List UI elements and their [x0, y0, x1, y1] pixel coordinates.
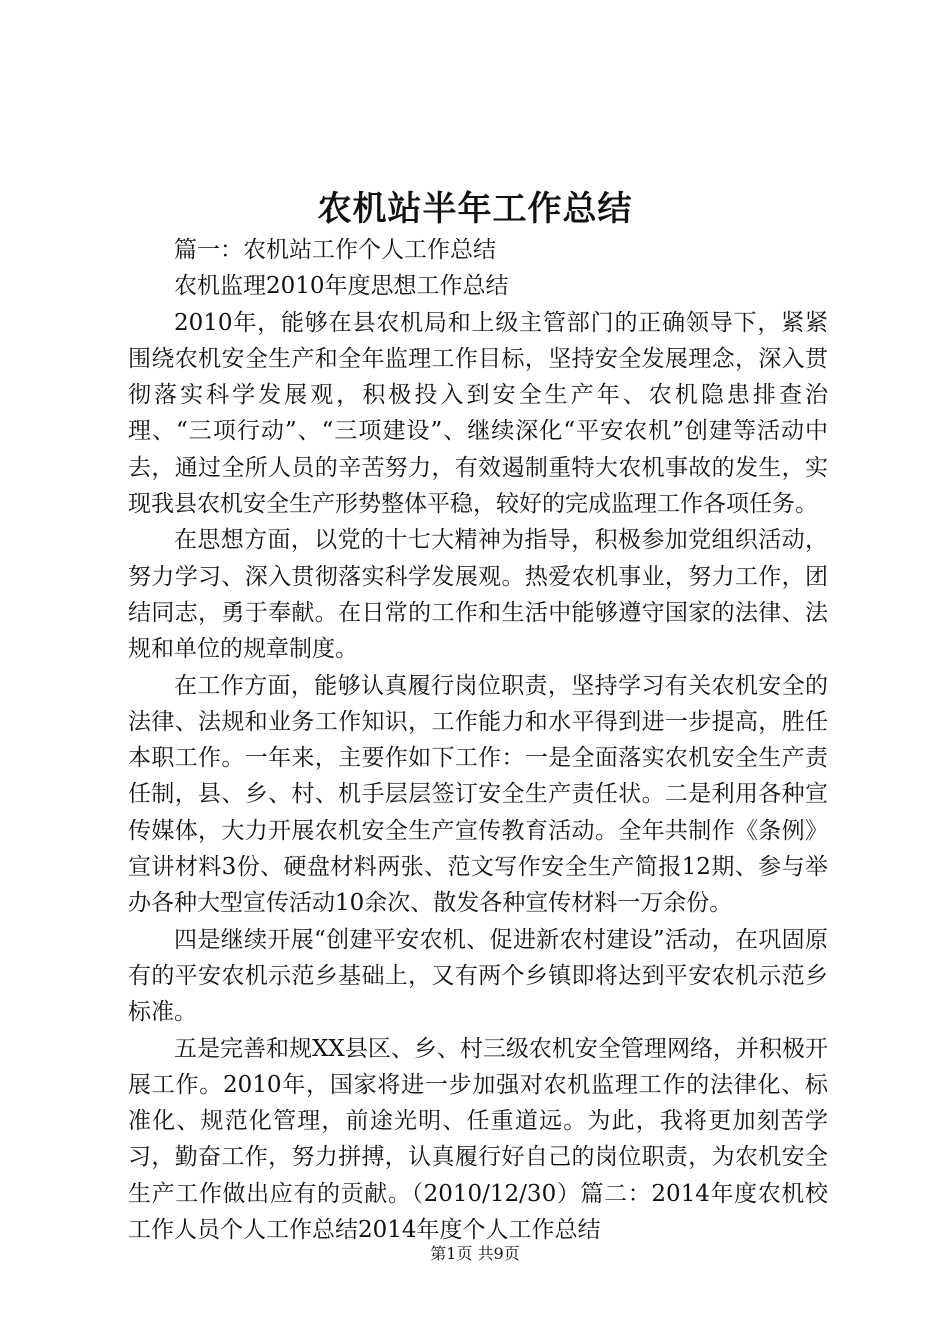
paragraph: 在工作方面，能够认真履行岗位职责，坚持学习有关农机安全的法律、法规和业务工作知识，工作能力和水平得到进一步提高，胜任本职工作。一年来，主要作如下工作：一是全面落实农机安全生产责任制，县、乡、村、机手层层签订安全生产责任状。二是利用各种宣传媒体，大力开展农机安全生产宣传教育活动。全年共制作《条例》宣讲材料3份、硬盘材料两张、范文写作安全生产简报12期、参与举办各种大型宣传活动10余次、散发各种宣传材料一万余份。 — [128, 672, 828, 917]
page-number-footer: 第1页 共9页 — [430, 1244, 520, 1263]
paragraph: 篇一：农机站工作个人工作总结 — [174, 237, 496, 263]
document-body — [128, 232, 828, 1248]
paragraph: 农机监理2010年度思想工作总结 — [174, 273, 509, 300]
paragraph: 2010年，能够在县农机局和上级主管部门的正确领导下，紧紧围绕农机安全生产和全年监理工作目标，坚持安全发展理念，深入贯彻落实科学发展观，积极投入到安全生产年、农机隐患排查治理、“三项行动”、“三项建设”、继续深化“平安农机”创建等活动中去，通过全所人员的辛苦努力，有效遏制重特大农机事故的发生，实现我县农机安全生产形势整体平稳，较好的完成监理工作各项任务。 — [128, 309, 828, 518]
paragraph: 四是继续开展“创建平安农机、促进新农村建设”活动，在巩固原有的平安农机示范乡基础上，又有两个乡镇即将达到平安农机示范乡标准。 — [128, 926, 828, 1026]
paragraph: 五是完善和规XX县区、乡、村三级农机安全管理网络，并积极开展工作。2010年，国家将进一步加强对农机监理工作的法律化、标准化、规范化管理，前途光明、任重道远。为此，我将更加刻苦学习，勤奋工作，努力拼搏，认真履行好自己的岗位职责，为农机安全生产工作做出应有的贡献。（2010/12/30）篇二：2014年度农机校工作人员个人工作总结2014年度个人工作总结 — [128, 1035, 828, 1244]
paragraph: 在思想方面，以党的十七大精神为指导，积极参加党组织活动，努力学习、深入贯彻落实科学发展观。热爱农机事业，努力工作，团结同志，勇于奉献。在日常的工作和生活中能够遵守国家的法律、法规和单位的规章制度。 — [128, 527, 828, 663]
document-title: 农机站半年工作总结 — [317, 189, 633, 229]
